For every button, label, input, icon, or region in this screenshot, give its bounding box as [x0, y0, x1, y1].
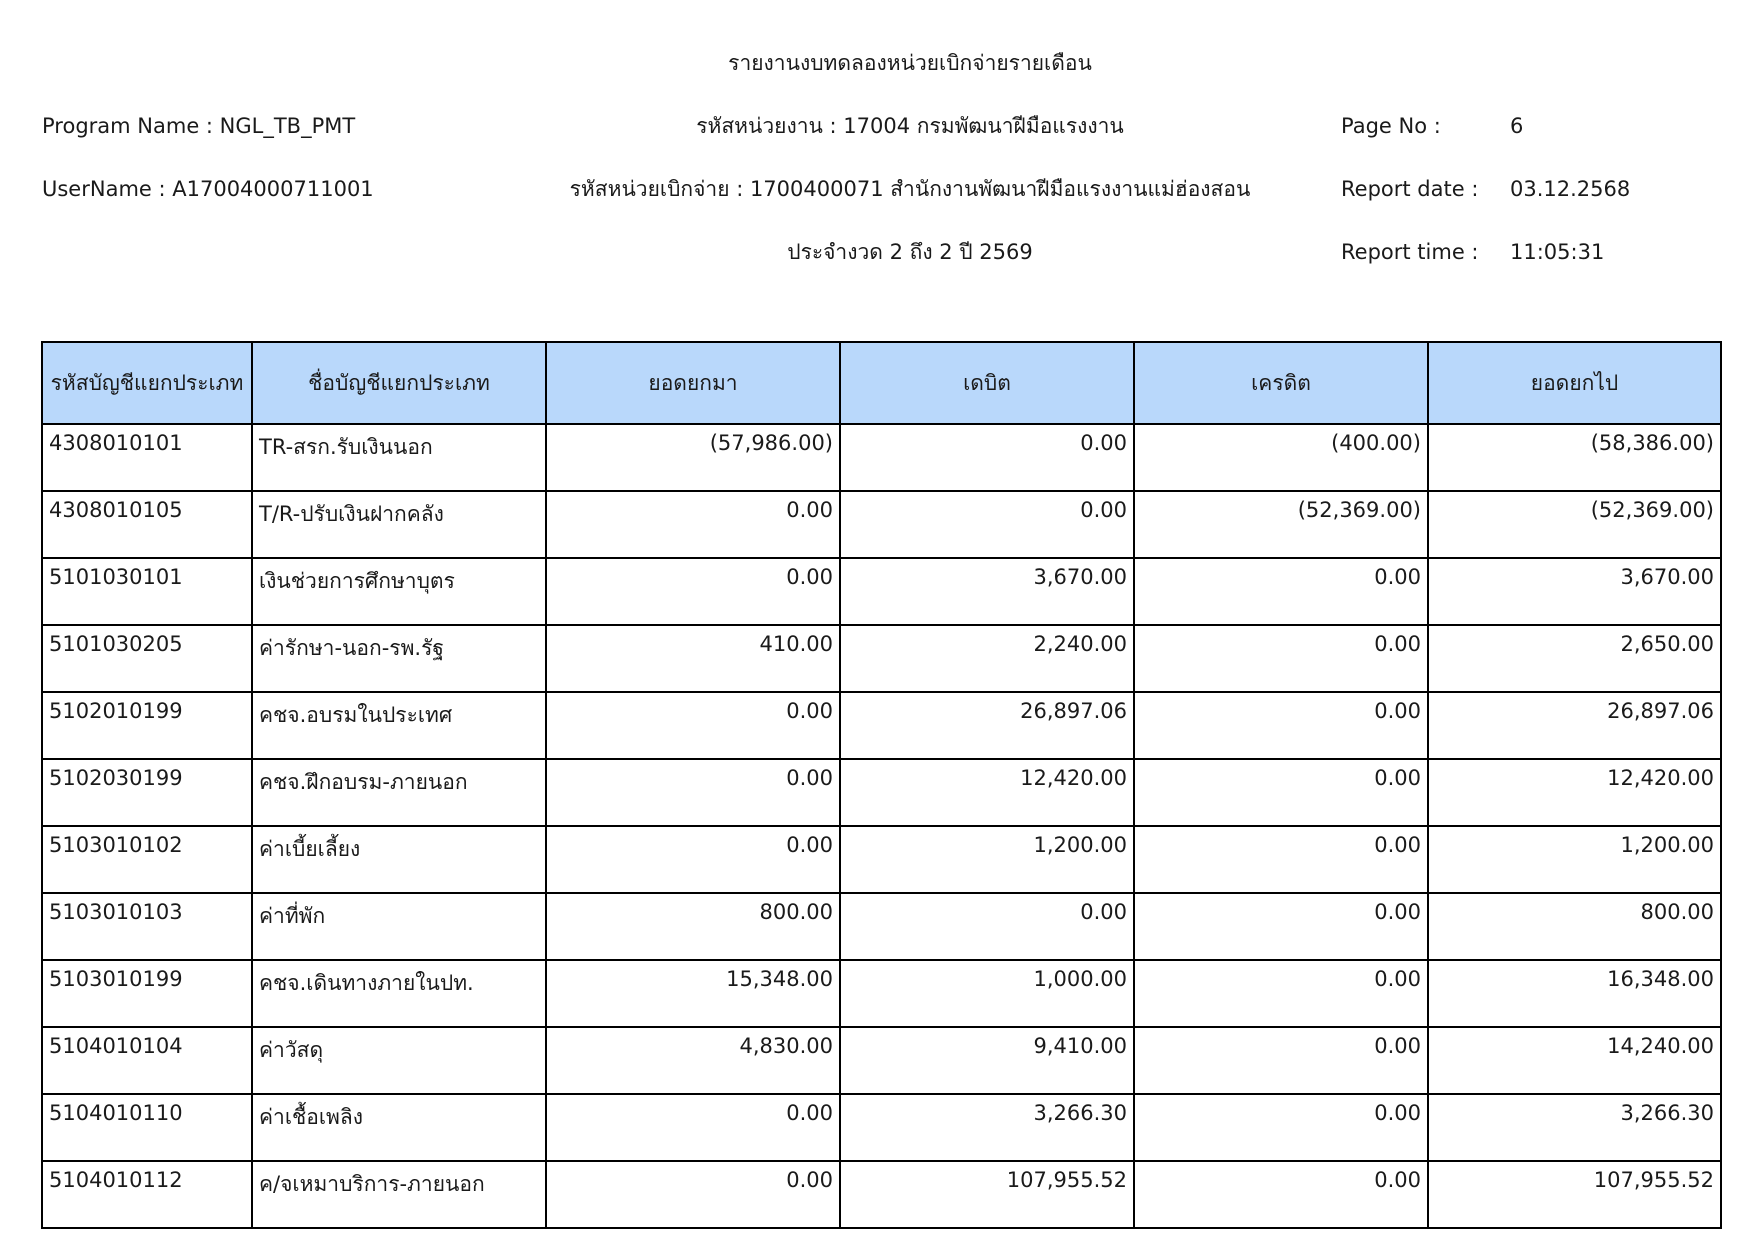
cell-credit: 0.00: [1134, 692, 1428, 759]
cell-account-name: คชจ.อบรมในประเทศ: [252, 692, 546, 759]
report-date-label: Report date :: [1341, 177, 1479, 201]
cell-credit: 0.00: [1134, 759, 1428, 826]
cell-account-name: TR-สรก.รับเงินนอก: [252, 424, 546, 491]
trial-balance-table: [41, 341, 1722, 1229]
cell-closing-balance: 107,955.52: [1428, 1161, 1721, 1228]
report-title: รายงานงบทดลองหน่วยเบิกจ่ายรายเดือน: [728, 51, 1092, 75]
cell-opening-balance: 0.00: [546, 692, 840, 759]
cell-debit: 3,670.00: [840, 558, 1134, 625]
cell-account-code: 5104010112: [42, 1161, 252, 1228]
table-row: [42, 1027, 1721, 1094]
cell-account-code: 5104010104: [42, 1027, 252, 1094]
cell-closing-balance: 12,420.00: [1428, 759, 1721, 826]
cell-debit: 2,240.00: [840, 625, 1134, 692]
table-row: [42, 491, 1721, 558]
page-no-value: 6: [1510, 114, 1524, 138]
cell-closing-balance: 3,670.00: [1428, 558, 1721, 625]
cell-credit: 0.00: [1134, 893, 1428, 960]
cell-closing-balance: 14,240.00: [1428, 1027, 1721, 1094]
table-row: [42, 1094, 1721, 1161]
cell-account-code: 5103010103: [42, 893, 252, 960]
cell-opening-balance: 800.00: [546, 893, 840, 960]
cell-closing-balance: 800.00: [1428, 893, 1721, 960]
cell-credit: (52,369.00): [1134, 491, 1428, 558]
cell-closing-balance: (52,369.00): [1428, 491, 1721, 558]
cell-debit: 1,000.00: [840, 960, 1134, 1027]
cell-account-name: คชจ.เดินทางภายในปท.: [252, 960, 546, 1027]
table-row: [42, 424, 1721, 491]
report-period: ประจำงวด 2 ถึง 2 ปี 2569: [787, 240, 1033, 264]
cell-account-name: ค/จเหมาบริการ-ภายนอก: [252, 1161, 546, 1228]
table-row: [42, 1161, 1721, 1228]
cell-account-code: 5101030101: [42, 558, 252, 625]
cell-account-name: T/R-ปรับเงินฝากคลัง: [252, 491, 546, 558]
cell-account-name: คชจ.ฝึกอบรม-ภายนอก: [252, 759, 546, 826]
cell-credit: 0.00: [1134, 826, 1428, 893]
cell-credit: 0.00: [1134, 1027, 1428, 1094]
table-header-row: [42, 342, 1721, 424]
page-no-label: Page No :: [1341, 114, 1441, 138]
cell-closing-balance: 26,897.06: [1428, 692, 1721, 759]
cell-account-name: ค่าวัสดุ: [252, 1027, 546, 1094]
cell-opening-balance: 410.00: [546, 625, 840, 692]
cell-opening-balance: 0.00: [546, 558, 840, 625]
col-header-opening-balance: ยอดยกมา: [546, 342, 840, 424]
cell-account-code: 5102030199: [42, 759, 252, 826]
cell-opening-balance: 0.00: [546, 759, 840, 826]
cell-account-code: 5104010110: [42, 1094, 252, 1161]
username: UserName : A17004000711001: [42, 177, 374, 201]
cell-debit: 0.00: [840, 491, 1134, 558]
col-header-account-code: รหัสบัญชีแยกประเภท: [42, 342, 252, 424]
program-name: Program Name : NGL_TB_PMT: [42, 114, 356, 138]
cell-account-code: 5102010199: [42, 692, 252, 759]
table-row: [42, 625, 1721, 692]
cell-credit: 0.00: [1134, 1161, 1428, 1228]
cell-debit: 0.00: [840, 893, 1134, 960]
cell-opening-balance: 0.00: [546, 1094, 840, 1161]
cell-account-code: 5103010102: [42, 826, 252, 893]
cell-account-name: ค่าเชื้อเพลิง: [252, 1094, 546, 1161]
cell-closing-balance: 1,200.00: [1428, 826, 1721, 893]
cell-opening-balance: 15,348.00: [546, 960, 840, 1027]
col-header-closing-balance: ยอดยกไป: [1428, 342, 1721, 424]
cell-account-code: 4308010105: [42, 491, 252, 558]
cell-account-code: 5103010199: [42, 960, 252, 1027]
col-header-credit: เครดิต: [1134, 342, 1428, 424]
cell-credit: 0.00: [1134, 625, 1428, 692]
cell-debit: 3,266.30: [840, 1094, 1134, 1161]
cell-opening-balance: 0.00: [546, 826, 840, 893]
col-header-debit: เดบิต: [840, 342, 1134, 424]
cell-account-name: ค่าเบี้ยเลี้ยง: [252, 826, 546, 893]
table-row: [42, 893, 1721, 960]
cell-credit: 0.00: [1134, 558, 1428, 625]
cell-account-name: เงินช่วยการศึกษาบุตร: [252, 558, 546, 625]
agency-code: รหัสหน่วยงาน : 17004 กรมพัฒนาฝีมือแรงงาน: [696, 114, 1124, 138]
cell-closing-balance: 16,348.00: [1428, 960, 1721, 1027]
table-row: [42, 960, 1721, 1027]
cell-opening-balance: 4,830.00: [546, 1027, 840, 1094]
cell-closing-balance: 3,266.30: [1428, 1094, 1721, 1161]
cell-account-name: ค่ารักษา-นอก-รพ.รัฐ: [252, 625, 546, 692]
cell-account-name: ค่าที่พัก: [252, 893, 546, 960]
cell-closing-balance: (58,386.00): [1428, 424, 1721, 491]
cell-debit: 1,200.00: [840, 826, 1134, 893]
cell-debit: 9,410.00: [840, 1027, 1134, 1094]
cell-debit: 26,897.06: [840, 692, 1134, 759]
table-row: [42, 826, 1721, 893]
disbursing-unit: รหัสหน่วยเบิกจ่าย : 1700400071 สำนักงานพัฒนาฝีมือแรงงานแม่ฮ่องสอน: [569, 177, 1251, 201]
cell-opening-balance: 0.00: [546, 1161, 840, 1228]
report-time-label: Report time :: [1341, 240, 1479, 264]
cell-debit: 0.00: [840, 424, 1134, 491]
table-row: [42, 759, 1721, 826]
table-row: [42, 558, 1721, 625]
cell-credit: 0.00: [1134, 1094, 1428, 1161]
cell-debit: 12,420.00: [840, 759, 1134, 826]
cell-debit: 107,955.52: [840, 1161, 1134, 1228]
cell-opening-balance: 0.00: [546, 491, 840, 558]
cell-account-code: 4308010101: [42, 424, 252, 491]
cell-opening-balance: (57,986.00): [546, 424, 840, 491]
table-row: [42, 692, 1721, 759]
cell-credit: (400.00): [1134, 424, 1428, 491]
cell-credit: 0.00: [1134, 960, 1428, 1027]
report-date-value: 03.12.2568: [1510, 177, 1631, 201]
col-header-account-name: ชื่อบัญชีแยกประเภท: [252, 342, 546, 424]
cell-closing-balance: 2,650.00: [1428, 625, 1721, 692]
report-time-value: 11:05:31: [1510, 240, 1605, 264]
cell-account-code: 5101030205: [42, 625, 252, 692]
